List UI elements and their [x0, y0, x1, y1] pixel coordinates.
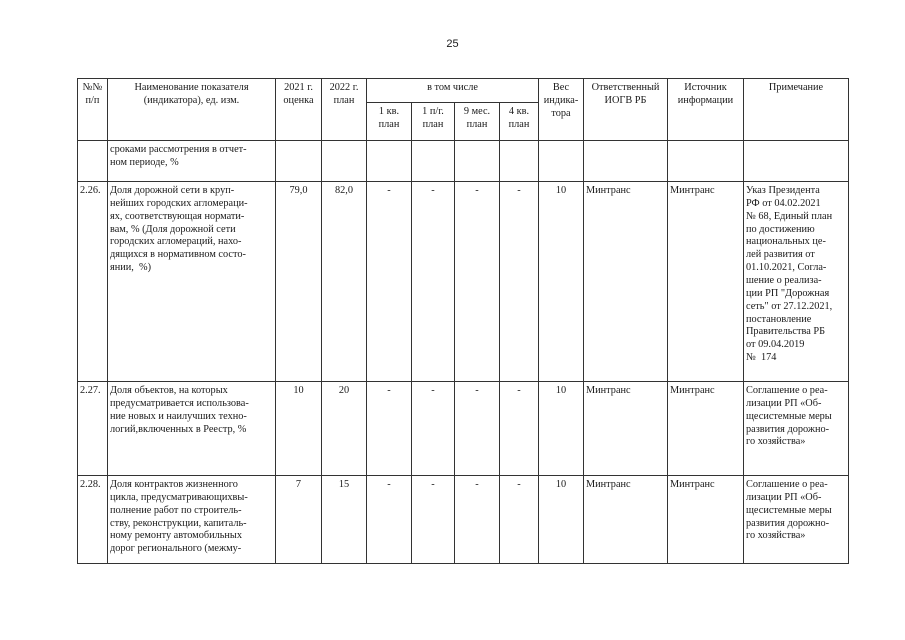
header-including: в том числе: [367, 79, 539, 103]
row-2021: 79,0: [276, 182, 322, 382]
row-source: Минтранс: [668, 182, 744, 382]
row-2021: [276, 141, 322, 182]
row-name: Доля объектов, на которых предусматривается использова- ние новых и наилучших техно- логий,включенных в Реестр, %: [108, 382, 276, 476]
row-source: [668, 141, 744, 182]
row-responsible: Минтранс: [584, 182, 668, 382]
row-q1: -: [367, 476, 412, 564]
row-9m: [455, 141, 500, 182]
row-note: [744, 141, 849, 182]
row-weight: [539, 141, 584, 182]
header-h1: 1 п/г. план: [412, 103, 455, 141]
row-2022: [322, 141, 367, 182]
row-note: Соглашение о реа- лизации РП «Об- щесистемные меры развития дорожно- го хозяйства»: [744, 476, 849, 564]
header-num: №№ п/п: [78, 79, 108, 141]
row-weight: 10: [539, 476, 584, 564]
row-h1: [412, 141, 455, 182]
row-q1: -: [367, 182, 412, 382]
header-source: Источник информации: [668, 79, 744, 141]
row-responsible: Минтранс: [584, 476, 668, 564]
header-weight: Вес индика- тора: [539, 79, 584, 141]
row-num: 2.28.: [78, 476, 108, 564]
header-9m: 9 мес. план: [455, 103, 500, 141]
row-source: Минтранс: [668, 382, 744, 476]
row-note: Соглашение о реа- лизации РП «Об- щесистемные меры развития дорожно- го хозяйства»: [744, 382, 849, 476]
row-q1: [367, 141, 412, 182]
table-row: [78, 182, 849, 382]
row-2022: 20: [322, 382, 367, 476]
row-name: сроками рассмотрения в отчет- ном периоде, %: [108, 141, 276, 182]
row-9m: -: [455, 476, 500, 564]
header-q4: 4 кв. план: [500, 103, 539, 141]
header-2022: 2022 г. план: [322, 79, 367, 141]
row-h1: -: [412, 182, 455, 382]
table-row: [78, 141, 849, 182]
header-name: Наименование показателя (индикатора), ед. изм.: [108, 79, 276, 141]
row-2022: 82,0: [322, 182, 367, 382]
row-responsible: [584, 141, 668, 182]
row-9m: -: [455, 182, 500, 382]
header-responsible: Ответственный ИОГВ РБ: [584, 79, 668, 141]
row-num: 2.27.: [78, 382, 108, 476]
header-q1: 1 кв. план: [367, 103, 412, 141]
row-weight: 10: [539, 382, 584, 476]
row-q4: [500, 141, 539, 182]
row-name: Доля дорожной сети в круп- нейших городских агломераци- ях, соответствующая нормати- вам, % (Доля дорожной сети городских агломераций, нахо- дящихся в нормативном состо- янии, %): [108, 182, 276, 382]
row-responsible: Минтранс: [584, 382, 668, 476]
row-9m: -: [455, 382, 500, 476]
indicators-table: [77, 78, 849, 564]
row-note: Указ Президента РФ от 04.02.2021 № 68, Единый план по достижению национальных це- лей развития от 01.10.2021, Согла- шение о реализа- ции РП "Дорожная сеть" от 27.12.2021, постановление Правительства РБ от 09.04.2019 № 174: [744, 182, 849, 382]
row-weight: 10: [539, 182, 584, 382]
header-note: Примечание: [744, 79, 849, 141]
row-2021: 7: [276, 476, 322, 564]
row-q4: -: [500, 182, 539, 382]
row-q1: -: [367, 382, 412, 476]
row-2022: 15: [322, 476, 367, 564]
row-source: Минтранс: [668, 476, 744, 564]
row-h1: -: [412, 476, 455, 564]
row-num: [78, 141, 108, 182]
row-h1: -: [412, 382, 455, 476]
header-2021: 2021 г. оценка: [276, 79, 322, 141]
table-row: [78, 382, 849, 476]
row-num: 2.26.: [78, 182, 108, 382]
page-number: 25: [446, 38, 459, 50]
header-row-top: [78, 79, 849, 103]
row-q4: -: [500, 382, 539, 476]
row-q4: -: [500, 476, 539, 564]
table-row: [78, 476, 849, 564]
row-name: Доля контрактов жизненного цикла, предусматривающихвы- полнение работ по строитель- ству, реконструкции, капиталь- ному ремонту автомобильных дорог регионального (межму-: [108, 476, 276, 564]
row-2021: 10: [276, 382, 322, 476]
